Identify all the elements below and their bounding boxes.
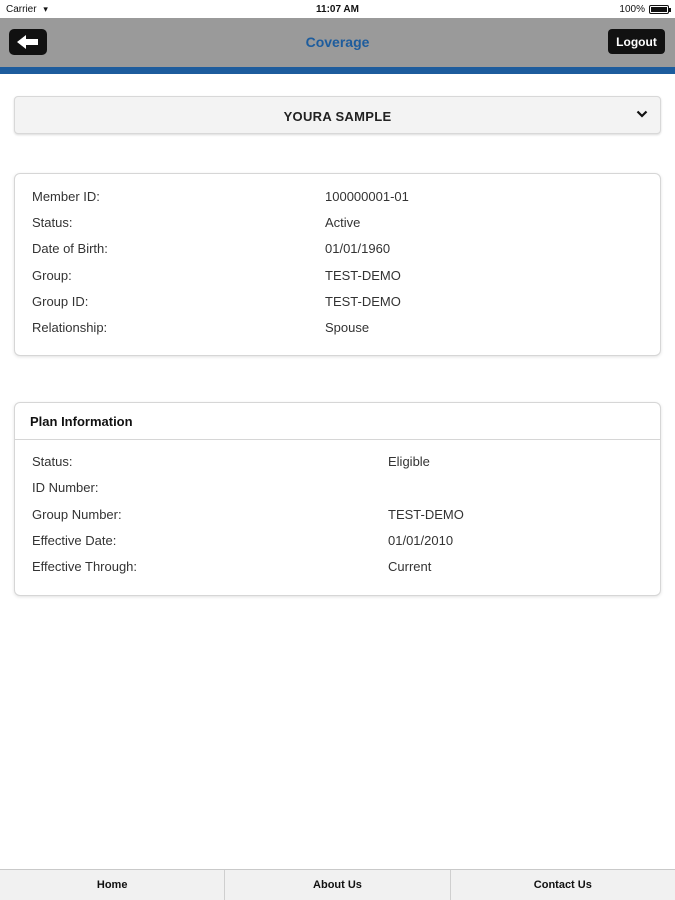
member-status-value: Active	[325, 215, 361, 230]
group-number-row	[32, 507, 650, 527]
member-id-value: 100000001-01	[325, 189, 409, 204]
bottom-tab-bar	[0, 869, 675, 900]
relationship-value: Spouse	[325, 320, 370, 335]
group-row	[32, 268, 650, 288]
nav-accent-stripe	[0, 67, 675, 74]
date-of-birth-label: Date of Birth:	[32, 241, 108, 256]
page-title: Coverage	[305, 34, 370, 50]
effective-through-label: Effective Through:	[32, 559, 138, 574]
group-number-value: TEST-DEMO	[388, 507, 464, 522]
tab-home[interactable]: Home	[0, 870, 225, 900]
id-number-row	[32, 480, 650, 500]
battery-icon	[649, 5, 669, 14]
tab-about-us[interactable]: About Us	[225, 870, 450, 900]
clock: 11:07 AM	[316, 4, 359, 15]
effective-date-label: Effective Date:	[32, 533, 117, 548]
chevron-down-icon	[636, 109, 648, 119]
status-bar	[0, 0, 675, 18]
plan-info-card	[14, 402, 661, 596]
group-number-label: Group Number:	[32, 507, 122, 522]
plan-status-label: Status:	[32, 454, 73, 469]
plan-status-row	[32, 454, 650, 474]
navigation-bar	[0, 18, 675, 67]
battery-indicator	[619, 4, 669, 15]
battery-percent: 100%	[619, 4, 645, 15]
member-status-label: Status:	[32, 215, 73, 230]
effective-date-value: 01/01/2010	[388, 533, 454, 548]
wifi-icon: ▾	[43, 4, 48, 14]
group-id-value: TEST-DEMO	[325, 294, 401, 309]
member-id-row	[32, 189, 650, 209]
plan-info-title: Plan Information	[15, 403, 660, 440]
member-info-card	[14, 173, 661, 356]
selected-member-name: YOURA SAMPLE	[283, 109, 392, 124]
relationship-row	[32, 320, 650, 340]
effective-through-row	[32, 559, 650, 579]
group-id-row	[32, 294, 650, 314]
date-of-birth-row	[32, 241, 650, 261]
logout-button[interactable]: Logout	[608, 29, 665, 54]
plan-status-value: Eligible	[388, 454, 430, 469]
member-selector[interactable]	[14, 96, 661, 134]
id-number-label: ID Number:	[32, 480, 99, 495]
effective-date-row	[32, 533, 650, 553]
group-id-label: Group ID:	[32, 294, 89, 309]
group-value: TEST-DEMO	[325, 268, 401, 283]
group-label: Group:	[32, 268, 72, 283]
member-id-label: Member ID:	[32, 189, 100, 204]
member-status-row	[32, 215, 650, 235]
tab-contact-us[interactable]: Contact Us	[533, 879, 592, 891]
carrier-text: Carrier	[6, 4, 37, 15]
date-of-birth-value: 01/01/1960	[325, 241, 391, 256]
effective-through-value: Current	[388, 559, 432, 574]
relationship-label: Relationship:	[32, 320, 108, 335]
